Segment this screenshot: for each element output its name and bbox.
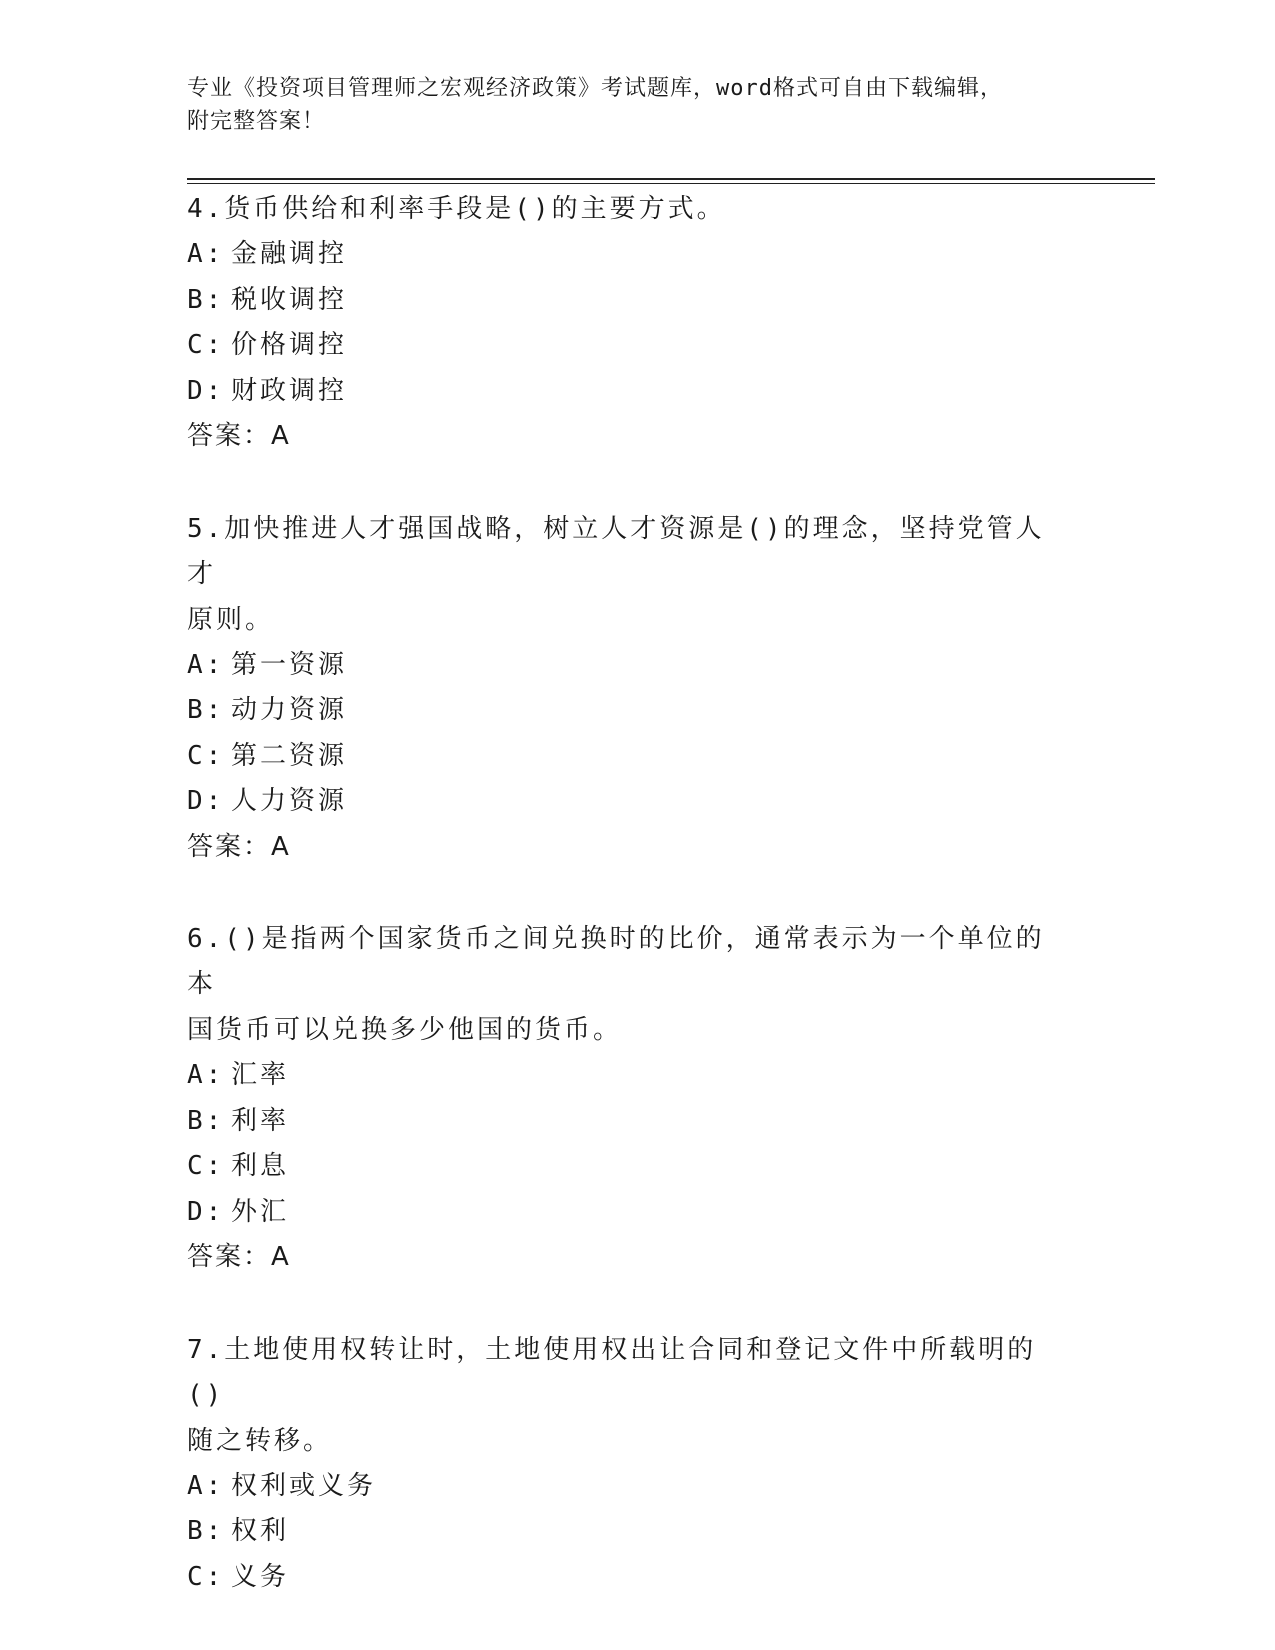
question-stem: 6.()是指两个国家货币之间兑换时的比价，通常表示为一个单位的本	[187, 924, 1045, 999]
option-letter: A:	[187, 1470, 225, 1501]
option-letter: A:	[187, 649, 225, 680]
option-letter: A:	[187, 239, 225, 269]
option-text: 利率	[231, 1105, 290, 1136]
option-letter: D:	[187, 1196, 225, 1227]
option-text: 利息	[231, 1151, 290, 1181]
option-text: 税收调控	[231, 284, 348, 315]
answer-option	[187, 1190, 1067, 1236]
option-letter: C:	[187, 330, 225, 360]
answer-option	[187, 232, 1067, 278]
option-text: 人力资源	[231, 786, 348, 816]
option-text: 外汇	[231, 1196, 290, 1227]
answer-option	[187, 369, 1067, 415]
answer-key: 答案：A	[187, 831, 291, 862]
answer-option	[187, 1053, 1067, 1099]
answer-option	[187, 779, 1067, 825]
option-letter: C:	[187, 1561, 225, 1592]
question-item	[187, 506, 1067, 871]
question-item	[187, 186, 1067, 460]
answer-key: 答案：A	[187, 1242, 291, 1272]
option-text: 义务	[231, 1561, 290, 1592]
question-stem: 5.加快推进人才强国战略，树立人才资源是()的理念，坚持党管人才	[187, 513, 1045, 589]
question-list	[187, 186, 1067, 1646]
option-text: 权利	[231, 1516, 290, 1546]
option-text: 第一资源	[231, 649, 348, 680]
answer-option	[187, 1464, 1067, 1510]
option-text: 金融调控	[231, 239, 348, 269]
option-letter: D:	[187, 786, 225, 816]
answer-option	[187, 323, 1067, 369]
option-letter: C:	[187, 740, 225, 771]
header-line-1: 专业《投资项目管理师之宏观经济政策》考试题库，word格式可自由下载编辑，	[187, 76, 1003, 101]
answer-option	[187, 1099, 1067, 1145]
option-letter: A:	[187, 1060, 225, 1090]
question-stem: 7.土地使用权转让时，土地使用权出让合同和登记文件中所载明的()	[187, 1334, 1037, 1410]
answer-key: 答案：A	[187, 421, 291, 451]
option-letter: B:	[187, 284, 225, 315]
option-text: 动力资源	[231, 695, 348, 725]
question-stem: 国货币可以兑换多少他国的货币。	[187, 1015, 623, 1045]
question-stem: 原则。	[187, 604, 275, 635]
answer-option	[187, 734, 1067, 780]
document-header	[187, 72, 1067, 138]
answer-option	[187, 278, 1067, 324]
question-item	[187, 1327, 1067, 1601]
option-letter: B:	[187, 695, 225, 725]
option-text: 第二资源	[231, 740, 348, 771]
option-text: 权利或义务	[231, 1470, 377, 1501]
answer-option	[187, 1144, 1067, 1190]
question-stem: 4.货币供给和利率手段是()的主要方式。	[187, 194, 726, 224]
option-letter: B:	[187, 1516, 225, 1546]
question-stem: 随之转移。	[187, 1425, 333, 1456]
option-letter: C:	[187, 1151, 225, 1181]
answer-option	[187, 688, 1067, 734]
option-text: 财政调控	[231, 375, 348, 406]
option-letter: B:	[187, 1105, 225, 1136]
option-letter: D:	[187, 375, 225, 406]
question-item	[187, 916, 1067, 1281]
answer-option	[187, 643, 1067, 689]
option-text: 汇率	[231, 1060, 290, 1090]
answer-option	[187, 1509, 1067, 1555]
option-text: 价格调控	[231, 330, 348, 360]
header-line-2: 附完整答案！	[187, 109, 326, 134]
answer-option	[187, 1555, 1067, 1601]
header-divider	[187, 178, 1155, 184]
